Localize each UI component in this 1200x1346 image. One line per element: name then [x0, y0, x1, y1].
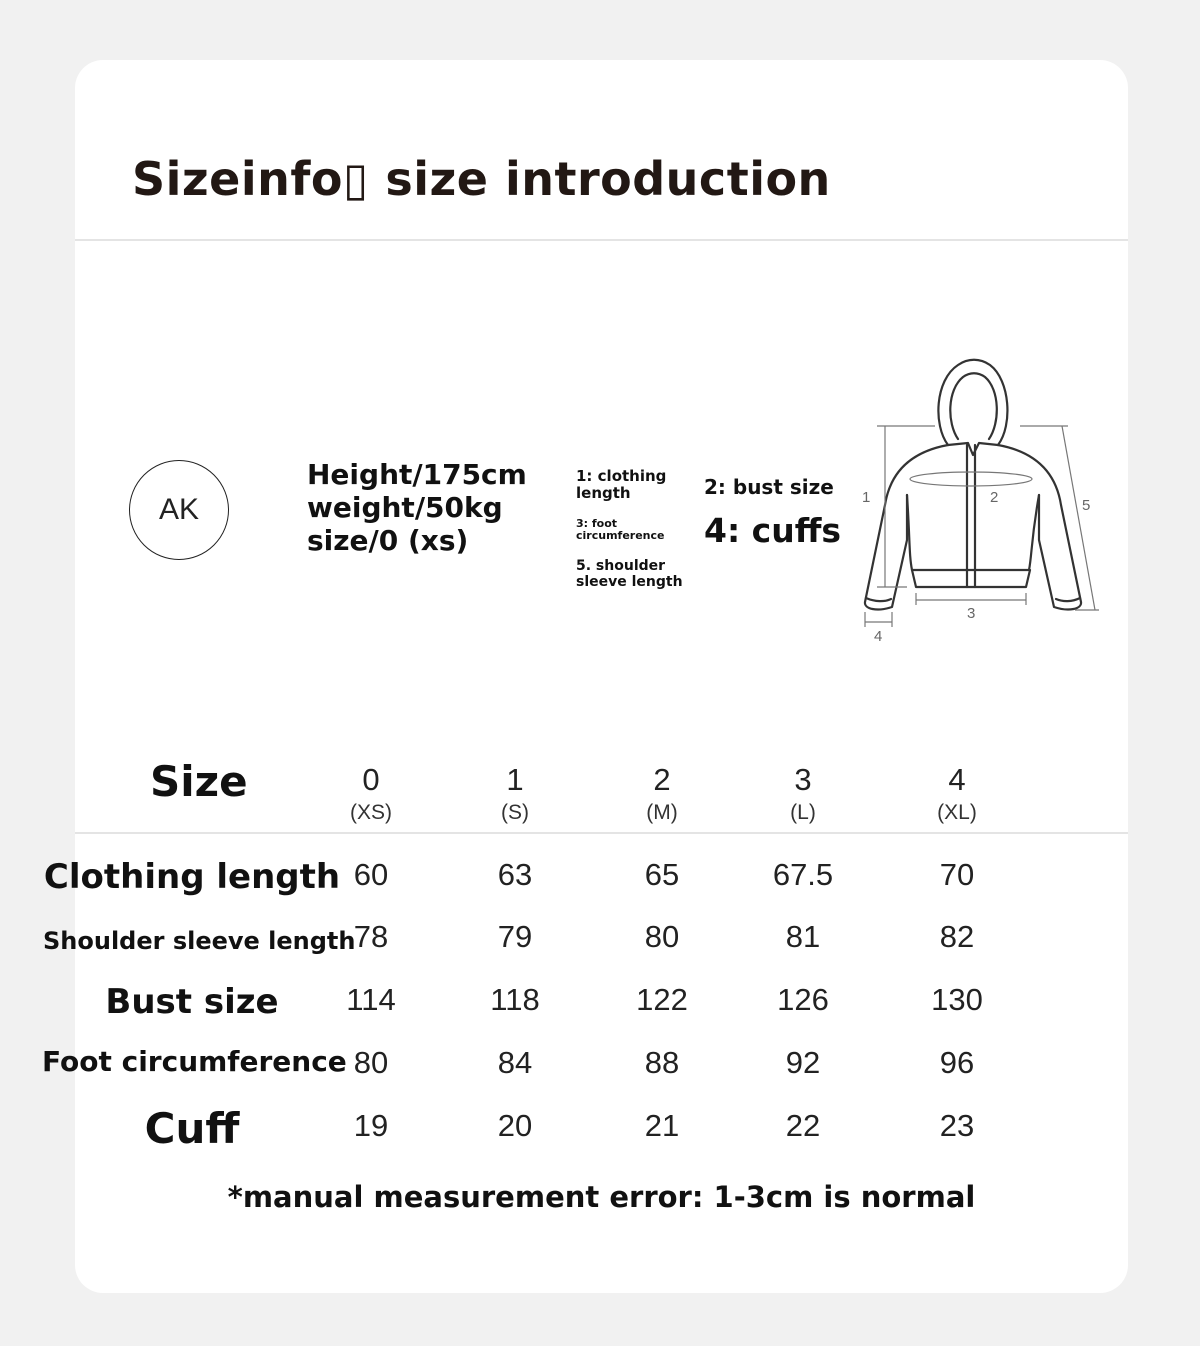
table-cell: 88 — [644, 1045, 680, 1080]
table-cell: 78 — [353, 919, 389, 954]
model-weight: weight/50kg — [307, 491, 503, 524]
model-size: size/0 (xs) — [307, 524, 469, 557]
table-cell: 22 — [785, 1108, 821, 1143]
hoodie-diagram — [855, 355, 1110, 655]
table-cell: 19 — [353, 1108, 389, 1143]
table-cell: 82 — [939, 919, 975, 954]
legend-clothing-length — [576, 468, 666, 502]
size-column-label: (XL) — [937, 801, 977, 824]
row-label: Shoulder sleeve length — [43, 927, 356, 955]
right-cuff-line — [1056, 598, 1080, 601]
bust-guide — [910, 472, 1032, 486]
table-divider — [75, 832, 1128, 834]
legend-bust-size: 2: bust size — [704, 475, 834, 499]
legend-cuffs: 4: cuffs — [704, 511, 842, 550]
diagram-label-1: 1 — [862, 489, 871, 506]
body — [907, 495, 1039, 570]
table-cell: 60 — [353, 857, 389, 892]
table-cell: 80 — [644, 919, 680, 954]
table-cell: 130 — [931, 982, 983, 1017]
hem-band — [912, 570, 1030, 587]
table-cell: 96 — [939, 1045, 975, 1080]
table-cell: 65 — [644, 857, 680, 892]
table-cell: 122 — [636, 982, 688, 1017]
right-sleeve — [998, 445, 1081, 609]
table-cell: 20 — [497, 1108, 533, 1143]
row-label: Bust size — [105, 982, 279, 1022]
size-column-number: 3 — [794, 762, 812, 797]
row-label: Foot circumference — [42, 1045, 347, 1078]
legend-item3-line2: circumference — [576, 529, 665, 542]
table-cell: 84 — [497, 1045, 533, 1080]
left-sleeve — [865, 445, 948, 609]
diagram-labels — [862, 489, 1090, 645]
legend-item1-line1: 1: clothing — [576, 467, 667, 485]
hood-inner — [950, 373, 997, 439]
model-avatar — [129, 460, 229, 560]
legend-item3-line1: 3: foot — [576, 517, 618, 530]
left-cuff-line — [866, 598, 891, 601]
model-stats — [307, 458, 527, 557]
legend-item5-line2: sleeve length — [576, 574, 683, 590]
diagram-label-2: 2 — [990, 489, 999, 506]
page-title: Sizeinfo▯ size introduction — [132, 152, 831, 206]
size-column-label: (M) — [646, 801, 678, 824]
size-column-number: 0 — [362, 762, 380, 797]
title-divider — [75, 239, 1128, 241]
avatar-initials: AK — [158, 493, 200, 526]
sleeve-guide — [1062, 426, 1095, 610]
size-column-label: (XS) — [350, 801, 392, 824]
table-cell: 80 — [353, 1045, 389, 1080]
table-cell: 81 — [785, 919, 821, 954]
legend-foot-circumference — [576, 518, 664, 542]
model-height: Height/175cm — [307, 458, 527, 491]
collar — [948, 443, 998, 455]
table-cell: 114 — [346, 982, 396, 1017]
size-column-number: 4 — [948, 762, 966, 797]
table-cell: 118 — [490, 982, 540, 1017]
size-column-number: 2 — [653, 762, 671, 797]
table-cell: 23 — [939, 1108, 975, 1143]
hoodie-outline — [865, 360, 1081, 610]
diagram-label-5: 5 — [1082, 497, 1091, 514]
table-cell: 79 — [497, 919, 533, 954]
measure-guides — [865, 426, 1099, 627]
table-cell: 67.5 — [772, 857, 834, 892]
diagram-label-3: 3 — [967, 605, 976, 622]
table-cell: 63 — [497, 857, 533, 892]
row-label: Cuff — [144, 1104, 240, 1153]
size-column-number: 1 — [506, 762, 524, 797]
legend-item5-line1: 5. shoulder — [576, 558, 666, 574]
legend-item1-line2: length — [576, 484, 631, 502]
legend-shoulder-sleeve — [576, 558, 683, 590]
diagram-label-4: 4 — [874, 628, 883, 645]
table-cell: 126 — [777, 982, 829, 1017]
table-cell: 21 — [644, 1108, 680, 1143]
size-info-card — [42, 60, 1128, 1293]
row-label: Clothing length — [43, 857, 341, 897]
size-column-label: (S) — [501, 801, 529, 824]
size-column-label: (L) — [790, 801, 816, 824]
table-cell: 92 — [785, 1045, 821, 1080]
size-header: Size — [150, 757, 248, 806]
table-cell: 70 — [939, 857, 975, 892]
measurement-note: *manual measurement error: 1-3cm is normal — [227, 1180, 976, 1214]
